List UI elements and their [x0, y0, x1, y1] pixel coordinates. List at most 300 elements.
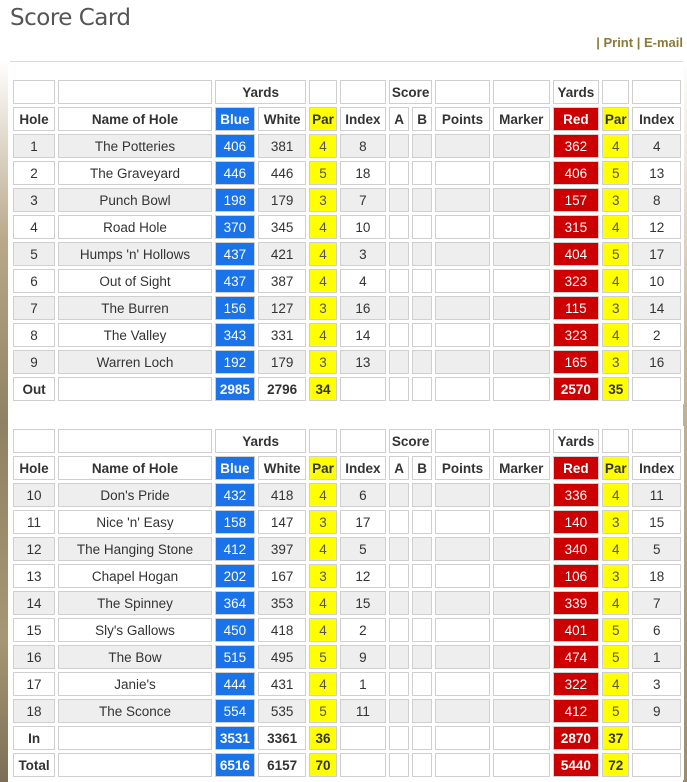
hole-row: [13, 510, 681, 534]
red-yards: 340: [553, 537, 599, 561]
red-yards: 406: [553, 161, 599, 185]
blank-cell: [340, 726, 386, 750]
white-yards: 446: [258, 161, 306, 185]
points-cell[interactable]: [435, 215, 490, 239]
points-cell[interactable]: [435, 269, 490, 293]
blank-cell: [58, 377, 212, 401]
score-b-cell[interactable]: [412, 564, 432, 588]
marker-column-header: Marker: [493, 456, 550, 480]
white-yards: 421: [258, 242, 306, 266]
red-par-value: 5: [602, 699, 629, 723]
points-column-header: Points: [435, 456, 490, 480]
hole-row: [13, 296, 681, 320]
par-value: 4: [309, 672, 336, 696]
marker-cell[interactable]: [493, 188, 550, 212]
hole-row: [13, 323, 681, 347]
score-a-cell[interactable]: [389, 242, 409, 266]
par-column-header: Par: [309, 107, 336, 131]
points-cell[interactable]: [435, 510, 490, 534]
points-cell[interactable]: [435, 564, 490, 588]
score-b-cell[interactable]: [412, 483, 432, 507]
blue-yards: 156: [215, 296, 255, 320]
red-par-value: 5: [602, 161, 629, 185]
hole-number: 15: [13, 618, 55, 642]
blue-yards: 370: [215, 215, 255, 239]
hole-name: The Spinney: [58, 591, 212, 615]
par-column-header: Par: [309, 456, 336, 480]
hole-number: 10: [13, 483, 55, 507]
red-yards: 106: [553, 564, 599, 588]
hole-row: [13, 699, 681, 723]
red-par-value: 5: [602, 618, 629, 642]
stroke-index: 5: [340, 537, 386, 561]
red-yards: 115: [553, 296, 599, 320]
hole-number: 8: [13, 323, 55, 347]
grand-total-row: [13, 753, 681, 777]
hole-row: [13, 134, 681, 158]
marker-cell[interactable]: [493, 618, 550, 642]
par-value: 4: [309, 323, 336, 347]
hole-name: Humps 'n' Hollows: [58, 242, 212, 266]
red-stroke-index: 8: [632, 188, 681, 212]
header-band-row: [13, 80, 681, 104]
yards-red-group-header: Yards: [553, 80, 599, 104]
hole-row: [13, 591, 681, 615]
grand-total-label: Total: [13, 753, 55, 777]
in-total-score-b-cell[interactable]: [412, 726, 432, 750]
score-a-cell[interactable]: [389, 564, 409, 588]
hole-name: The Potteries: [58, 134, 212, 158]
blue-yards: 364: [215, 591, 255, 615]
red-index-column-header: Index: [632, 107, 681, 131]
points-cell[interactable]: [435, 645, 490, 669]
marker-cell[interactable]: [493, 483, 550, 507]
hole-number: 3: [13, 188, 55, 212]
stroke-index: 2: [340, 618, 386, 642]
hole-name: The Valley: [58, 323, 212, 347]
red-par-value: 4: [602, 483, 629, 507]
red-yards: 165: [553, 350, 599, 374]
stroke-index: 6: [340, 483, 386, 507]
white-yards: 331: [258, 323, 306, 347]
blank-cell: [58, 753, 212, 777]
red-par-value: 5: [602, 242, 629, 266]
white-yards: 179: [258, 350, 306, 374]
score-b-cell[interactable]: [412, 672, 432, 696]
blue-yards: 202: [215, 564, 255, 588]
white-yards: 418: [258, 483, 306, 507]
points-cell[interactable]: [435, 483, 490, 507]
hole-number: 2: [13, 161, 55, 185]
in-total-row: [13, 726, 681, 750]
hole-name: Don's Pride: [58, 483, 212, 507]
blank-cell: [340, 753, 386, 777]
red-yards: 362: [553, 134, 599, 158]
score-b-cell[interactable]: [412, 161, 432, 185]
stroke-index: 3: [340, 242, 386, 266]
par-value: 4: [309, 483, 336, 507]
out-total-score-a-cell[interactable]: [389, 377, 409, 401]
points-cell[interactable]: [435, 161, 490, 185]
blank-cell: [632, 726, 681, 750]
red-stroke-index: 15: [632, 510, 681, 534]
blue-yards: 343: [215, 323, 255, 347]
marker-cell[interactable]: [493, 672, 550, 696]
blue-yards: 437: [215, 269, 255, 293]
red-par-value: 3: [602, 188, 629, 212]
blank-cell: [632, 377, 681, 401]
blue-yards: 437: [215, 242, 255, 266]
red-stroke-index: 3: [632, 672, 681, 696]
blank-header-cell: [58, 429, 212, 453]
hole-name: Out of Sight: [58, 269, 212, 293]
marker-cell[interactable]: [493, 591, 550, 615]
stroke-index: 1: [340, 672, 386, 696]
column-header-row: [13, 107, 681, 131]
out-total-marker-cell[interactable]: [493, 377, 550, 401]
stroke-index: 13: [340, 350, 386, 374]
blank-header-cell: [58, 80, 212, 104]
score-b-cell[interactable]: [412, 269, 432, 293]
score-b-cell[interactable]: [412, 323, 432, 347]
red-yards: 323: [553, 323, 599, 347]
red-stroke-index: 1: [632, 645, 681, 669]
grand-total-blue-yards: 6516: [215, 753, 255, 777]
in-total-white-yards: 3361: [258, 726, 306, 750]
par-value: 4: [309, 269, 336, 293]
grand-total-red-yards: 5440: [553, 753, 599, 777]
hole-number: 6: [13, 269, 55, 293]
email-link[interactable]: E-mail: [643, 35, 683, 50]
out-total-blue-yards: 2985: [215, 377, 255, 401]
out-total-label: Out: [13, 377, 55, 401]
stroke-index: 15: [340, 591, 386, 615]
marker-cell[interactable]: [493, 161, 550, 185]
red-stroke-index: 14: [632, 296, 681, 320]
blank-header-cell: [340, 80, 386, 104]
red-stroke-index: 9: [632, 699, 681, 723]
hole-column-header: Hole: [13, 456, 55, 480]
points-cell[interactable]: [435, 296, 490, 320]
blank-header-cell: [309, 429, 336, 453]
score-b-cell[interactable]: [412, 618, 432, 642]
points-cell[interactable]: [435, 618, 490, 642]
hole-row: [13, 215, 681, 239]
marker-cell[interactable]: [493, 242, 550, 266]
score-a-cell[interactable]: [389, 269, 409, 293]
red-par-value: 5: [602, 645, 629, 669]
red-stroke-index: 7: [632, 591, 681, 615]
white-yards: 495: [258, 645, 306, 669]
marker-column-header: Marker: [493, 107, 550, 131]
blue-yards: 515: [215, 645, 255, 669]
out-total-points-cell[interactable]: [435, 377, 490, 401]
stroke-index: 7: [340, 188, 386, 212]
score-a-cell[interactable]: [389, 161, 409, 185]
red-stroke-index: 2: [632, 323, 681, 347]
score-a-cell[interactable]: [389, 296, 409, 320]
blank-cell: [632, 753, 681, 777]
par-value: 3: [309, 564, 336, 588]
score-a-column-header: A: [389, 456, 409, 480]
back-nine-scorecard-table: [10, 426, 684, 780]
blank-header-cell: [13, 80, 55, 104]
red-stroke-index: 4: [632, 134, 681, 158]
score-b-cell[interactable]: [412, 591, 432, 615]
red-yards: 322: [553, 672, 599, 696]
in-total-red-yards: 2870: [553, 726, 599, 750]
hole-row: [13, 188, 681, 212]
hole-number: 13: [13, 564, 55, 588]
index-column-header: Index: [340, 456, 386, 480]
points-cell[interactable]: [435, 699, 490, 723]
par-value: 4: [309, 215, 336, 239]
score-b-column-header: B: [412, 456, 432, 480]
score-b-cell[interactable]: [412, 188, 432, 212]
score-a-cell[interactable]: [389, 483, 409, 507]
par-value: 3: [309, 188, 336, 212]
grand-total-par: 70: [309, 753, 336, 777]
red-yards: 140: [553, 510, 599, 534]
in-total-par: 36: [309, 726, 336, 750]
marker-cell[interactable]: [493, 134, 550, 158]
score-a-cell[interactable]: [389, 537, 409, 561]
blue-yards: 554: [215, 699, 255, 723]
red-yards: 157: [553, 188, 599, 212]
score-b-cell[interactable]: [412, 510, 432, 534]
separator: |: [636, 35, 641, 50]
red-stroke-index: 10: [632, 269, 681, 293]
grand-total-score-a-cell[interactable]: [389, 753, 409, 777]
red-par-value: 3: [602, 350, 629, 374]
in-total-red-par: 37: [602, 726, 629, 750]
grand-total-white-yards: 6157: [258, 753, 306, 777]
hole-number: 9: [13, 350, 55, 374]
blue-tee-column-header: Blue: [215, 107, 255, 131]
stroke-index: 14: [340, 323, 386, 347]
red-yards: 474: [553, 645, 599, 669]
par-value: 3: [309, 350, 336, 374]
marker-cell[interactable]: [493, 564, 550, 588]
points-cell[interactable]: [435, 242, 490, 266]
red-stroke-index: 6: [632, 618, 681, 642]
red-par-value: 4: [602, 134, 629, 158]
par-value: 4: [309, 242, 336, 266]
points-column-header: Points: [435, 107, 490, 131]
actions-bar: [596, 35, 683, 50]
blue-yards: 432: [215, 483, 255, 507]
score-b-column-header: B: [412, 107, 432, 131]
blue-yards: 198: [215, 188, 255, 212]
par-value: 4: [309, 618, 336, 642]
red-stroke-index: 18: [632, 564, 681, 588]
marker-cell[interactable]: [493, 350, 550, 374]
front-nine-scorecard-table: [10, 77, 684, 404]
in-total-points-cell[interactable]: [435, 726, 490, 750]
red-stroke-index: 5: [632, 537, 681, 561]
stroke-index: 12: [340, 564, 386, 588]
blue-yards: 406: [215, 134, 255, 158]
hole-name: Janie's: [58, 672, 212, 696]
par-value: 5: [309, 161, 336, 185]
hole-row: [13, 483, 681, 507]
blank-header-cell: [13, 429, 55, 453]
out-total-white-yards: 2796: [258, 377, 306, 401]
hole-row: [13, 618, 681, 642]
white-yards: 345: [258, 215, 306, 239]
red-stroke-index: 13: [632, 161, 681, 185]
red-yards: 336: [553, 483, 599, 507]
red-par-value: 4: [602, 215, 629, 239]
out-total-score-b-cell[interactable]: [412, 377, 432, 401]
score-a-column-header: A: [389, 107, 409, 131]
red-yards: 412: [553, 699, 599, 723]
points-cell[interactable]: [435, 350, 490, 374]
points-cell[interactable]: [435, 323, 490, 347]
hole-row: [13, 161, 681, 185]
marker-cell[interactable]: [493, 323, 550, 347]
print-link[interactable]: Print: [603, 35, 634, 50]
score-a-cell[interactable]: [389, 134, 409, 158]
red-tee-column-header: Red: [553, 456, 599, 480]
stroke-index: 9: [340, 645, 386, 669]
points-cell[interactable]: [435, 188, 490, 212]
points-cell[interactable]: [435, 591, 490, 615]
out-total-red-yards: 2570: [553, 377, 599, 401]
score-b-cell[interactable]: [412, 645, 432, 669]
out-total-red-par: 35: [602, 377, 629, 401]
in-total-label: In: [13, 726, 55, 750]
score-a-cell[interactable]: [389, 672, 409, 696]
title-divider: [10, 61, 683, 62]
hole-number: 17: [13, 672, 55, 696]
red-stroke-index: 16: [632, 350, 681, 374]
score-b-cell[interactable]: [412, 296, 432, 320]
out-total-par: 34: [309, 377, 336, 401]
blank-cell: [340, 377, 386, 401]
white-yards: 418: [258, 618, 306, 642]
score-b-cell[interactable]: [412, 350, 432, 374]
score-b-cell[interactable]: [412, 215, 432, 239]
name-column-header: Name of Hole: [58, 107, 212, 131]
score-b-cell[interactable]: [412, 134, 432, 158]
white-yards: 167: [258, 564, 306, 588]
yards-group-header: Yards: [215, 80, 306, 104]
red-par-value: 3: [602, 510, 629, 534]
yards-group-header: Yards: [215, 429, 306, 453]
hole-name: The Sconce: [58, 699, 212, 723]
red-index-column-header: Index: [632, 456, 681, 480]
hole-name: Road Hole: [58, 215, 212, 239]
white-yards: 127: [258, 296, 306, 320]
marker-cell[interactable]: [493, 215, 550, 239]
hole-row: [13, 269, 681, 293]
marker-cell[interactable]: [493, 296, 550, 320]
white-yards: 387: [258, 269, 306, 293]
red-par-value: 4: [602, 672, 629, 696]
marker-cell[interactable]: [493, 269, 550, 293]
background-photo-edge: [0, 60, 8, 782]
marker-cell[interactable]: [493, 645, 550, 669]
score-a-cell[interactable]: [389, 591, 409, 615]
points-cell[interactable]: [435, 672, 490, 696]
blank-header-cell: [309, 80, 336, 104]
blank-header-cell: [632, 429, 681, 453]
white-yards: 397: [258, 537, 306, 561]
par-value: 3: [309, 510, 336, 534]
name-column-header: Name of Hole: [58, 456, 212, 480]
hole-row: [13, 672, 681, 696]
score-a-cell[interactable]: [389, 618, 409, 642]
hole-number: 1: [13, 134, 55, 158]
page-title: Score Card: [10, 5, 131, 31]
red-par-value: 3: [602, 564, 629, 588]
score-a-cell[interactable]: [389, 350, 409, 374]
hole-column-header: Hole: [13, 107, 55, 131]
blank-header-cell: [602, 429, 629, 453]
score-a-cell[interactable]: [389, 323, 409, 347]
score-a-cell[interactable]: [389, 188, 409, 212]
par-value: 5: [309, 645, 336, 669]
red-par-column-header: Par: [602, 107, 629, 131]
score-a-cell[interactable]: [389, 645, 409, 669]
hole-number: 18: [13, 699, 55, 723]
blank-header-cell: [435, 429, 490, 453]
score-a-cell[interactable]: [389, 699, 409, 723]
blank-header-cell: [493, 80, 550, 104]
red-yards: 401: [553, 618, 599, 642]
hole-name: Nice 'n' Easy: [58, 510, 212, 534]
red-par-value: 4: [602, 591, 629, 615]
in-total-marker-cell[interactable]: [493, 726, 550, 750]
out-total-row: [13, 377, 681, 401]
blue-yards: 450: [215, 618, 255, 642]
marker-cell[interactable]: [493, 510, 550, 534]
marker-cell[interactable]: [493, 699, 550, 723]
blank-header-cell: [602, 80, 629, 104]
white-yards: 147: [258, 510, 306, 534]
score-b-cell[interactable]: [412, 537, 432, 561]
grand-total-points-cell[interactable]: [435, 753, 490, 777]
red-stroke-index: 17: [632, 242, 681, 266]
grand-total-score-b-cell[interactable]: [412, 753, 432, 777]
score-a-cell[interactable]: [389, 215, 409, 239]
hole-name: The Hanging Stone: [58, 537, 212, 561]
white-yards: 535: [258, 699, 306, 723]
in-total-blue-yards: 3531: [215, 726, 255, 750]
white-tee-column-header: White: [258, 456, 306, 480]
header-band-row: [13, 429, 681, 453]
points-cell[interactable]: [435, 134, 490, 158]
score-b-cell[interactable]: [412, 699, 432, 723]
hole-name: Punch Bowl: [58, 188, 212, 212]
yards-red-group-header: Yards: [553, 429, 599, 453]
hole-row: [13, 537, 681, 561]
hole-row: [13, 350, 681, 374]
in-total-score-a-cell[interactable]: [389, 726, 409, 750]
stroke-index: 16: [340, 296, 386, 320]
hole-name: The Graveyard: [58, 161, 212, 185]
par-value: 4: [309, 591, 336, 615]
marker-cell[interactable]: [493, 537, 550, 561]
stroke-index: 11: [340, 699, 386, 723]
grand-total-marker-cell[interactable]: [493, 753, 550, 777]
blank-header-cell: [632, 80, 681, 104]
points-cell[interactable]: [435, 537, 490, 561]
score-a-cell[interactable]: [389, 510, 409, 534]
score-b-cell[interactable]: [412, 242, 432, 266]
red-par-value: 4: [602, 323, 629, 347]
